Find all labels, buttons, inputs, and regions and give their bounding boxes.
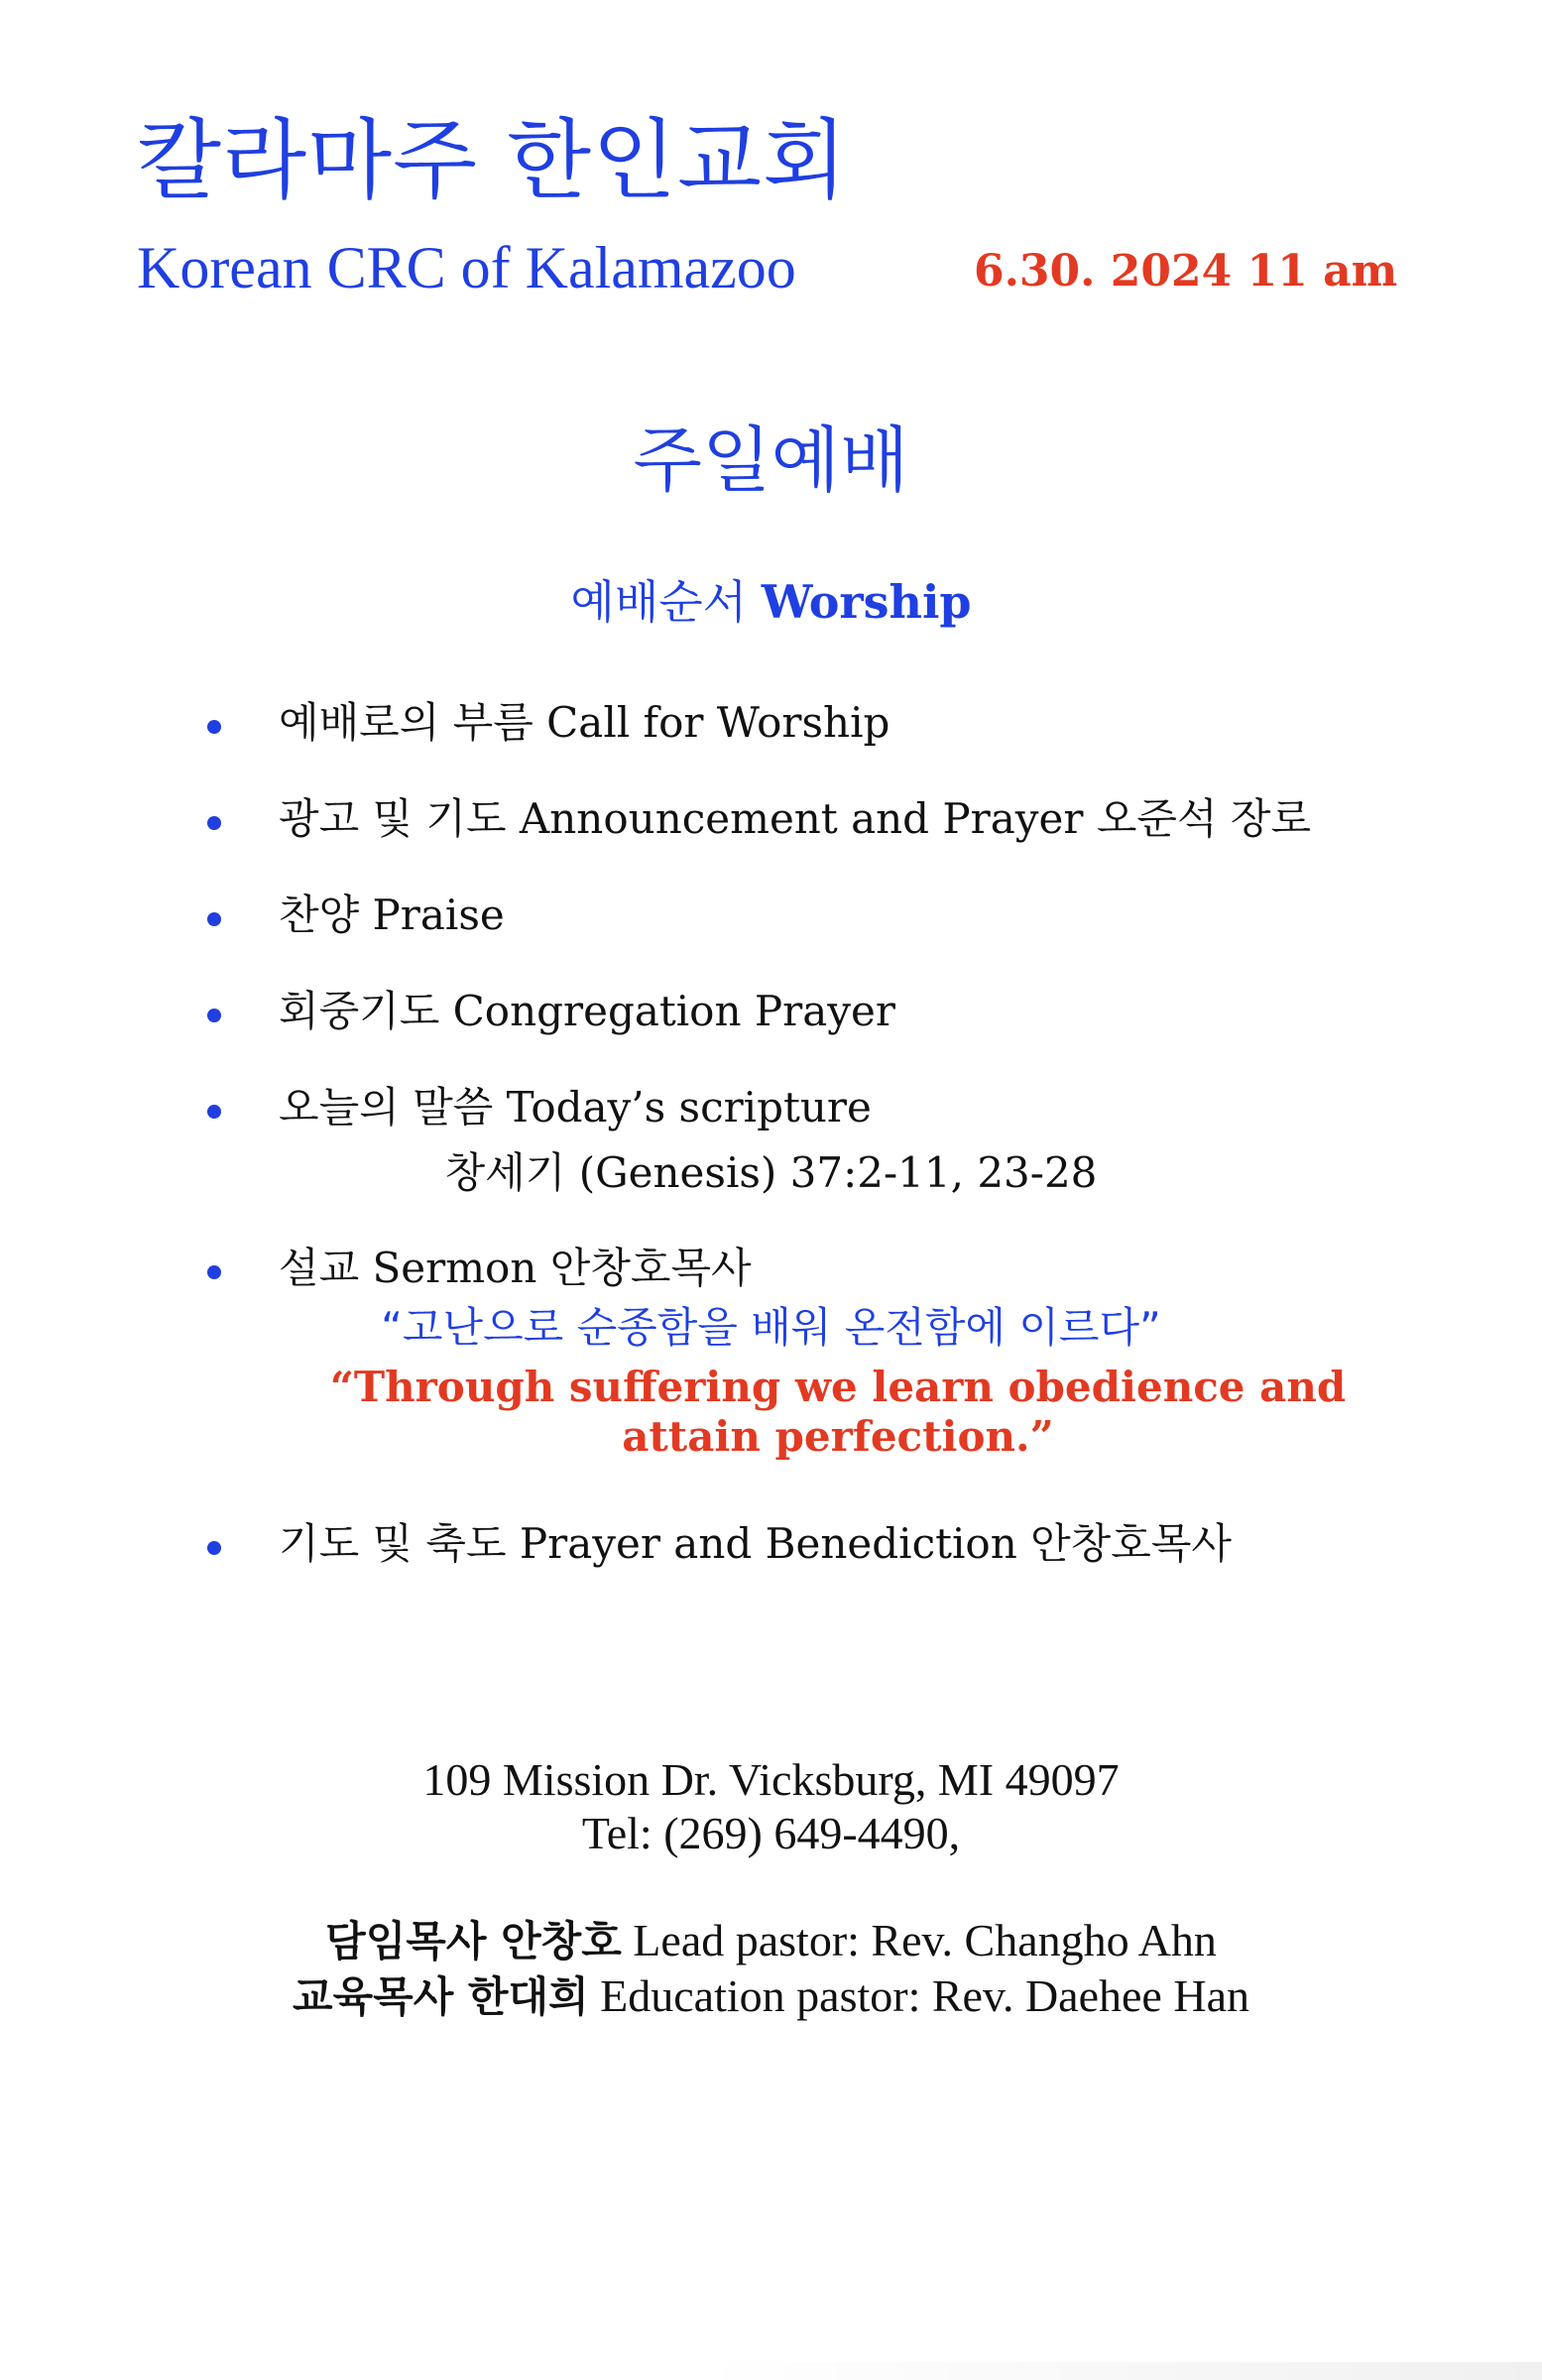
item-english: Congregation Prayer xyxy=(452,987,895,1035)
item-english: Prayer and Benediction xyxy=(519,1519,1017,1568)
sermon-title-english: “Through suffering we learn obedience and attain perfection.” xyxy=(329,1363,1347,1461)
list-item-label xyxy=(279,794,1312,843)
service-title: 주일예배 xyxy=(633,418,909,502)
item-korean: 예배로의 부름 xyxy=(279,698,534,747)
church-telephone: Tel: (269) 649-4490, xyxy=(581,1808,961,1858)
education-pastor-korean: 교육목사 한대희 xyxy=(293,1972,589,2021)
item-korean: 설교 xyxy=(279,1244,360,1292)
item-english: Today’s scripture xyxy=(506,1083,872,1131)
item-presenter: 오준석 장로 xyxy=(1096,794,1312,843)
list-item-label xyxy=(279,1083,872,1131)
item-presenter: 안창호목사 xyxy=(549,1244,752,1292)
education-pastor xyxy=(0,1970,1542,2021)
order-heading-korean: 예배순서 xyxy=(570,575,748,629)
education-pastor-english: Education pastor: Rev. Daehee Han xyxy=(600,1970,1249,2021)
bullet-icon xyxy=(207,816,221,830)
item-korean: 광고 및 기도 xyxy=(279,794,507,843)
scripture-korean: 창세기 xyxy=(444,1148,566,1197)
list-item-label xyxy=(279,1244,752,1292)
lead-pastor-korean: 담임목사 안창호 xyxy=(325,1917,622,1965)
item-korean: 회중기도 xyxy=(279,987,440,1035)
page-edge-shadow xyxy=(694,2362,1542,2380)
lead-pastor xyxy=(0,1915,1542,1965)
church-address: 109 Mission Dr. Vicksburg, MI 49097 xyxy=(422,1754,1120,1805)
item-presenter: 안창호목사 xyxy=(1030,1519,1232,1568)
bullet-icon xyxy=(207,1265,221,1279)
bullet-icon xyxy=(207,912,221,926)
scripture-english: (Genesis) 37:2-11, 23-28 xyxy=(578,1148,1098,1197)
item-english: Sermon xyxy=(372,1244,537,1292)
item-korean: 기도 및 축도 xyxy=(279,1519,507,1568)
bullet-icon xyxy=(207,1541,221,1555)
sermon-title-korean: “고난으로 순종함을 배워 온전함에 이르다” xyxy=(381,1303,1161,1352)
list-item-label xyxy=(279,891,505,939)
order-of-worship-heading xyxy=(0,575,1542,629)
list-item-label xyxy=(279,987,895,1035)
scripture-reference xyxy=(0,1148,1542,1197)
church-name-korean: 칼라마주 한인교회 xyxy=(137,109,849,211)
item-english: Announcement and Prayer xyxy=(519,794,1084,843)
item-english: Call for Worship xyxy=(546,698,890,747)
bullet-icon xyxy=(207,720,221,734)
list-item-label xyxy=(279,1519,1232,1568)
bullet-icon xyxy=(207,1105,221,1119)
list-item-label xyxy=(279,698,890,747)
lead-pastor-english: Lead pastor: Rev. Changho Ahn xyxy=(633,1915,1217,1965)
item-english: Praise xyxy=(372,891,505,939)
item-korean: 찬양 xyxy=(279,891,360,939)
service-date-time: 6.30. 2024 11 am xyxy=(974,246,1398,297)
order-heading-english: Worship xyxy=(761,575,972,629)
church-name-english: Korean CRC of Kalamazoo xyxy=(137,235,796,300)
bullet-icon xyxy=(207,1009,221,1022)
item-korean: 오늘의 말씀 xyxy=(279,1083,494,1131)
